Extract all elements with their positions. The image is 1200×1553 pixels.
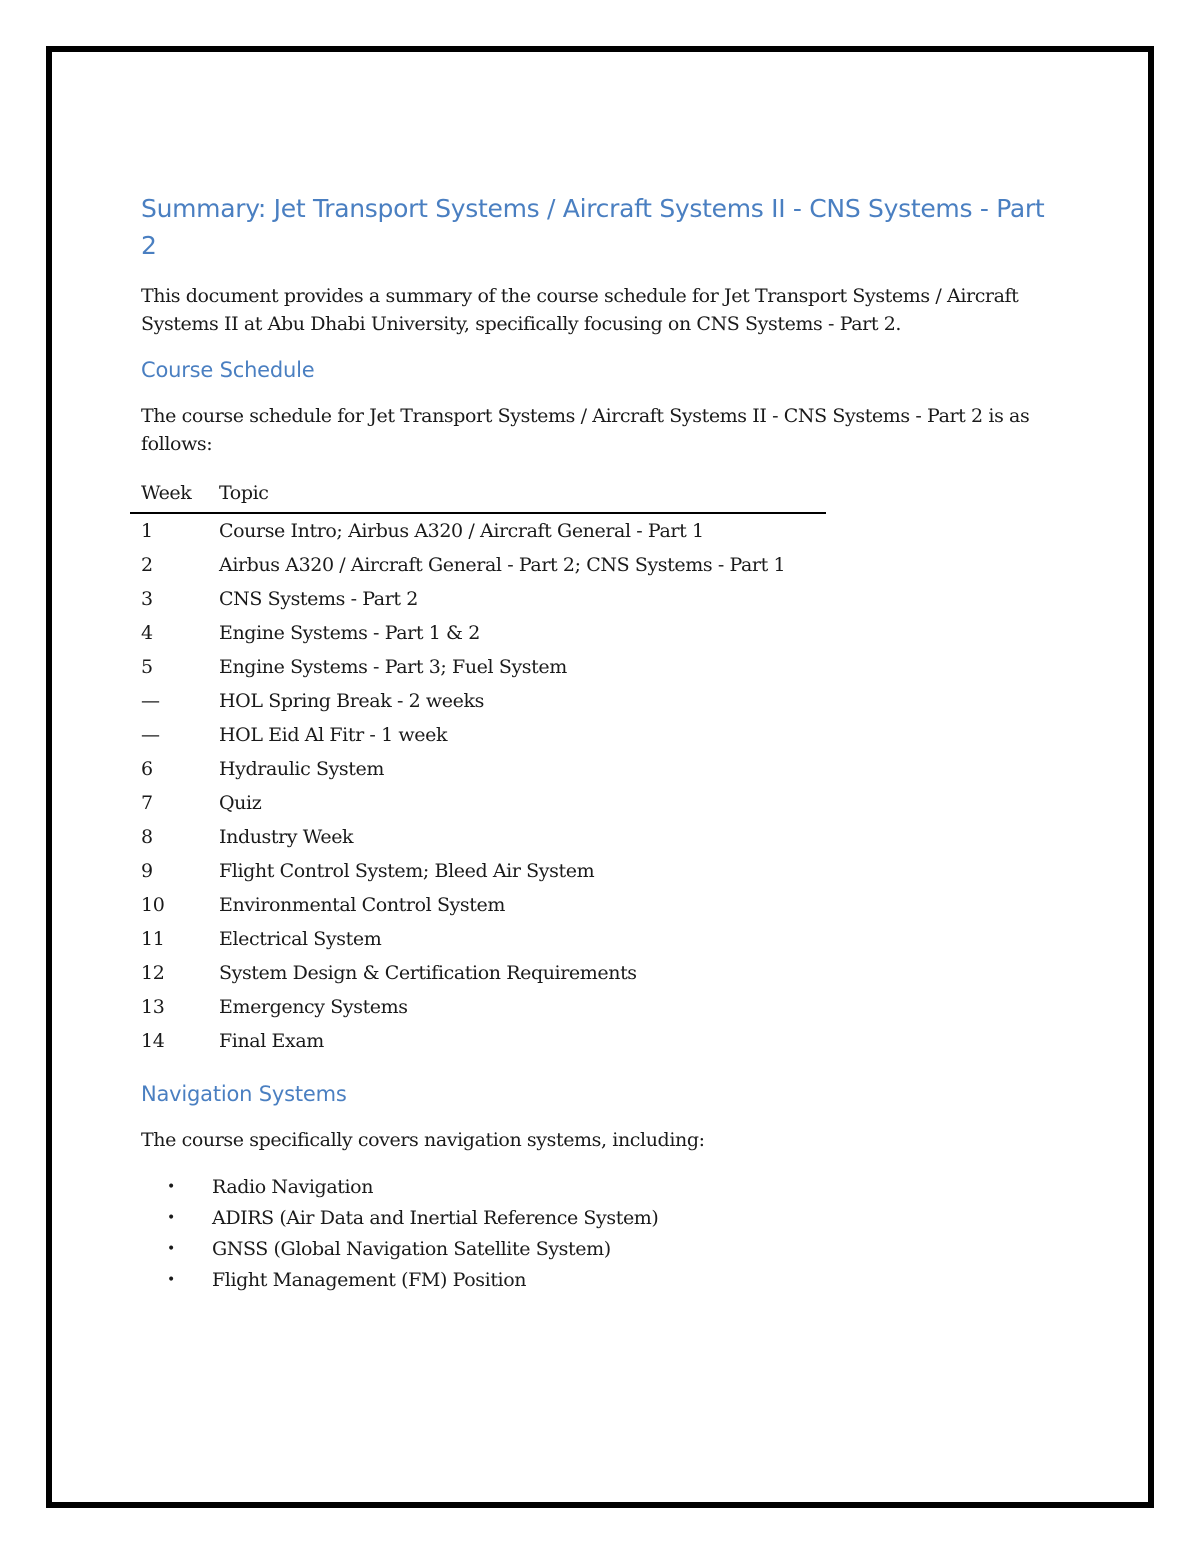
navigation-list [141,1172,1051,1296]
topic-cell: HOL Eid Al Fitr - 1 week [219,724,448,746]
table-row [130,582,826,616]
week-cell: 14 [141,1030,165,1052]
week-cell: 5 [141,656,153,678]
list-item [141,1265,1051,1296]
table-row [130,990,826,1024]
list-item-label: Flight Management (FM) Position [212,1269,527,1291]
bullet-icon: • [167,1210,175,1226]
topic-cell: CNS Systems - Part 2 [219,588,418,610]
topic-cell: HOL Spring Break - 2 weeks [219,690,484,712]
week-cell: 8 [141,826,153,848]
table-row [130,616,826,650]
course-schedule-heading: Course Schedule [141,358,315,382]
week-cell: 12 [141,962,165,984]
document-body [141,190,1051,1296]
topic-cell: Emergency Systems [219,996,408,1018]
week-cell: 11 [141,928,165,950]
topic-cell: Engine Systems - Part 3; Fuel System [219,656,567,678]
table-row [130,548,826,582]
week-cell: 10 [141,894,165,916]
week-cell: 2 [141,554,153,576]
topic-cell: Flight Control System; Bleed Air System [219,860,595,882]
intro-paragraph: This document provides a summary of the course schedule for Jet Transport Systems / Aircraft Systems II at Abu Dhabi University, specifically focusing on CNS Systems - Part 2. [141,285,1019,335]
table-row [130,820,826,854]
topic-cell: Quiz [219,792,262,814]
table-row [130,956,826,990]
table-row [130,650,826,684]
topic-cell: Hydraulic System [219,758,384,780]
schedule-table [130,476,826,1058]
bullet-icon: • [167,1272,175,1288]
topic-cell: Course Intro; Airbus A320 / Aircraft General - Part 1 [219,520,704,542]
table-row [130,513,826,548]
list-item [141,1234,1051,1265]
list-item [141,1203,1051,1234]
list-item-label: GNSS (Global Navigation Satellite System) [212,1238,611,1260]
document-title: Summary: Jet Transport Systems / Aircraft Systems II - CNS Systems - Part 2 [141,194,1045,260]
table-row [130,854,826,888]
week-cell: 4 [141,622,153,644]
column-header-week: Week [130,476,208,513]
table-row [130,786,826,820]
week-cell: — [141,724,160,746]
week-cell: 9 [141,860,153,882]
navigation-systems-text: The course specifically covers navigation systems, including: [141,1129,705,1151]
topic-cell: Engine Systems - Part 1 & 2 [219,622,480,644]
week-cell: 1 [141,520,153,542]
table-row [130,922,826,956]
table-row [130,752,826,786]
topic-cell: Electrical System [219,928,382,950]
table-row [130,1024,826,1058]
week-cell: — [141,690,160,712]
list-item-label: ADIRS (Air Data and Inertial Reference System) [212,1207,659,1229]
list-item-label: Radio Navigation [212,1176,374,1198]
topic-cell: Industry Week [219,826,354,848]
topic-cell: Environmental Control System [219,894,505,916]
list-item [141,1172,1051,1203]
bullet-icon: • [167,1241,175,1257]
week-cell: 6 [141,758,153,780]
topic-cell: Airbus A320 / Aircraft General - Part 2; CNS Systems - Part 1 [219,554,786,576]
course-schedule-text: The course schedule for Jet Transport Systems / Aircraft Systems II - CNS Systems - Part 2 is as follows: [141,405,1030,455]
topic-cell: Final Exam [219,1030,324,1052]
column-header-topic: Topic [208,476,826,513]
week-cell: 13 [141,996,165,1018]
table-row [130,684,826,718]
navigation-systems-heading: Navigation Systems [141,1082,347,1106]
week-cell: 3 [141,588,153,610]
table-row [130,718,826,752]
bullet-icon: • [167,1179,175,1195]
table-row [130,888,826,922]
schedule-header-row [130,476,826,513]
topic-cell: System Design & Certification Requirements [219,962,637,984]
week-cell: 7 [141,792,153,814]
